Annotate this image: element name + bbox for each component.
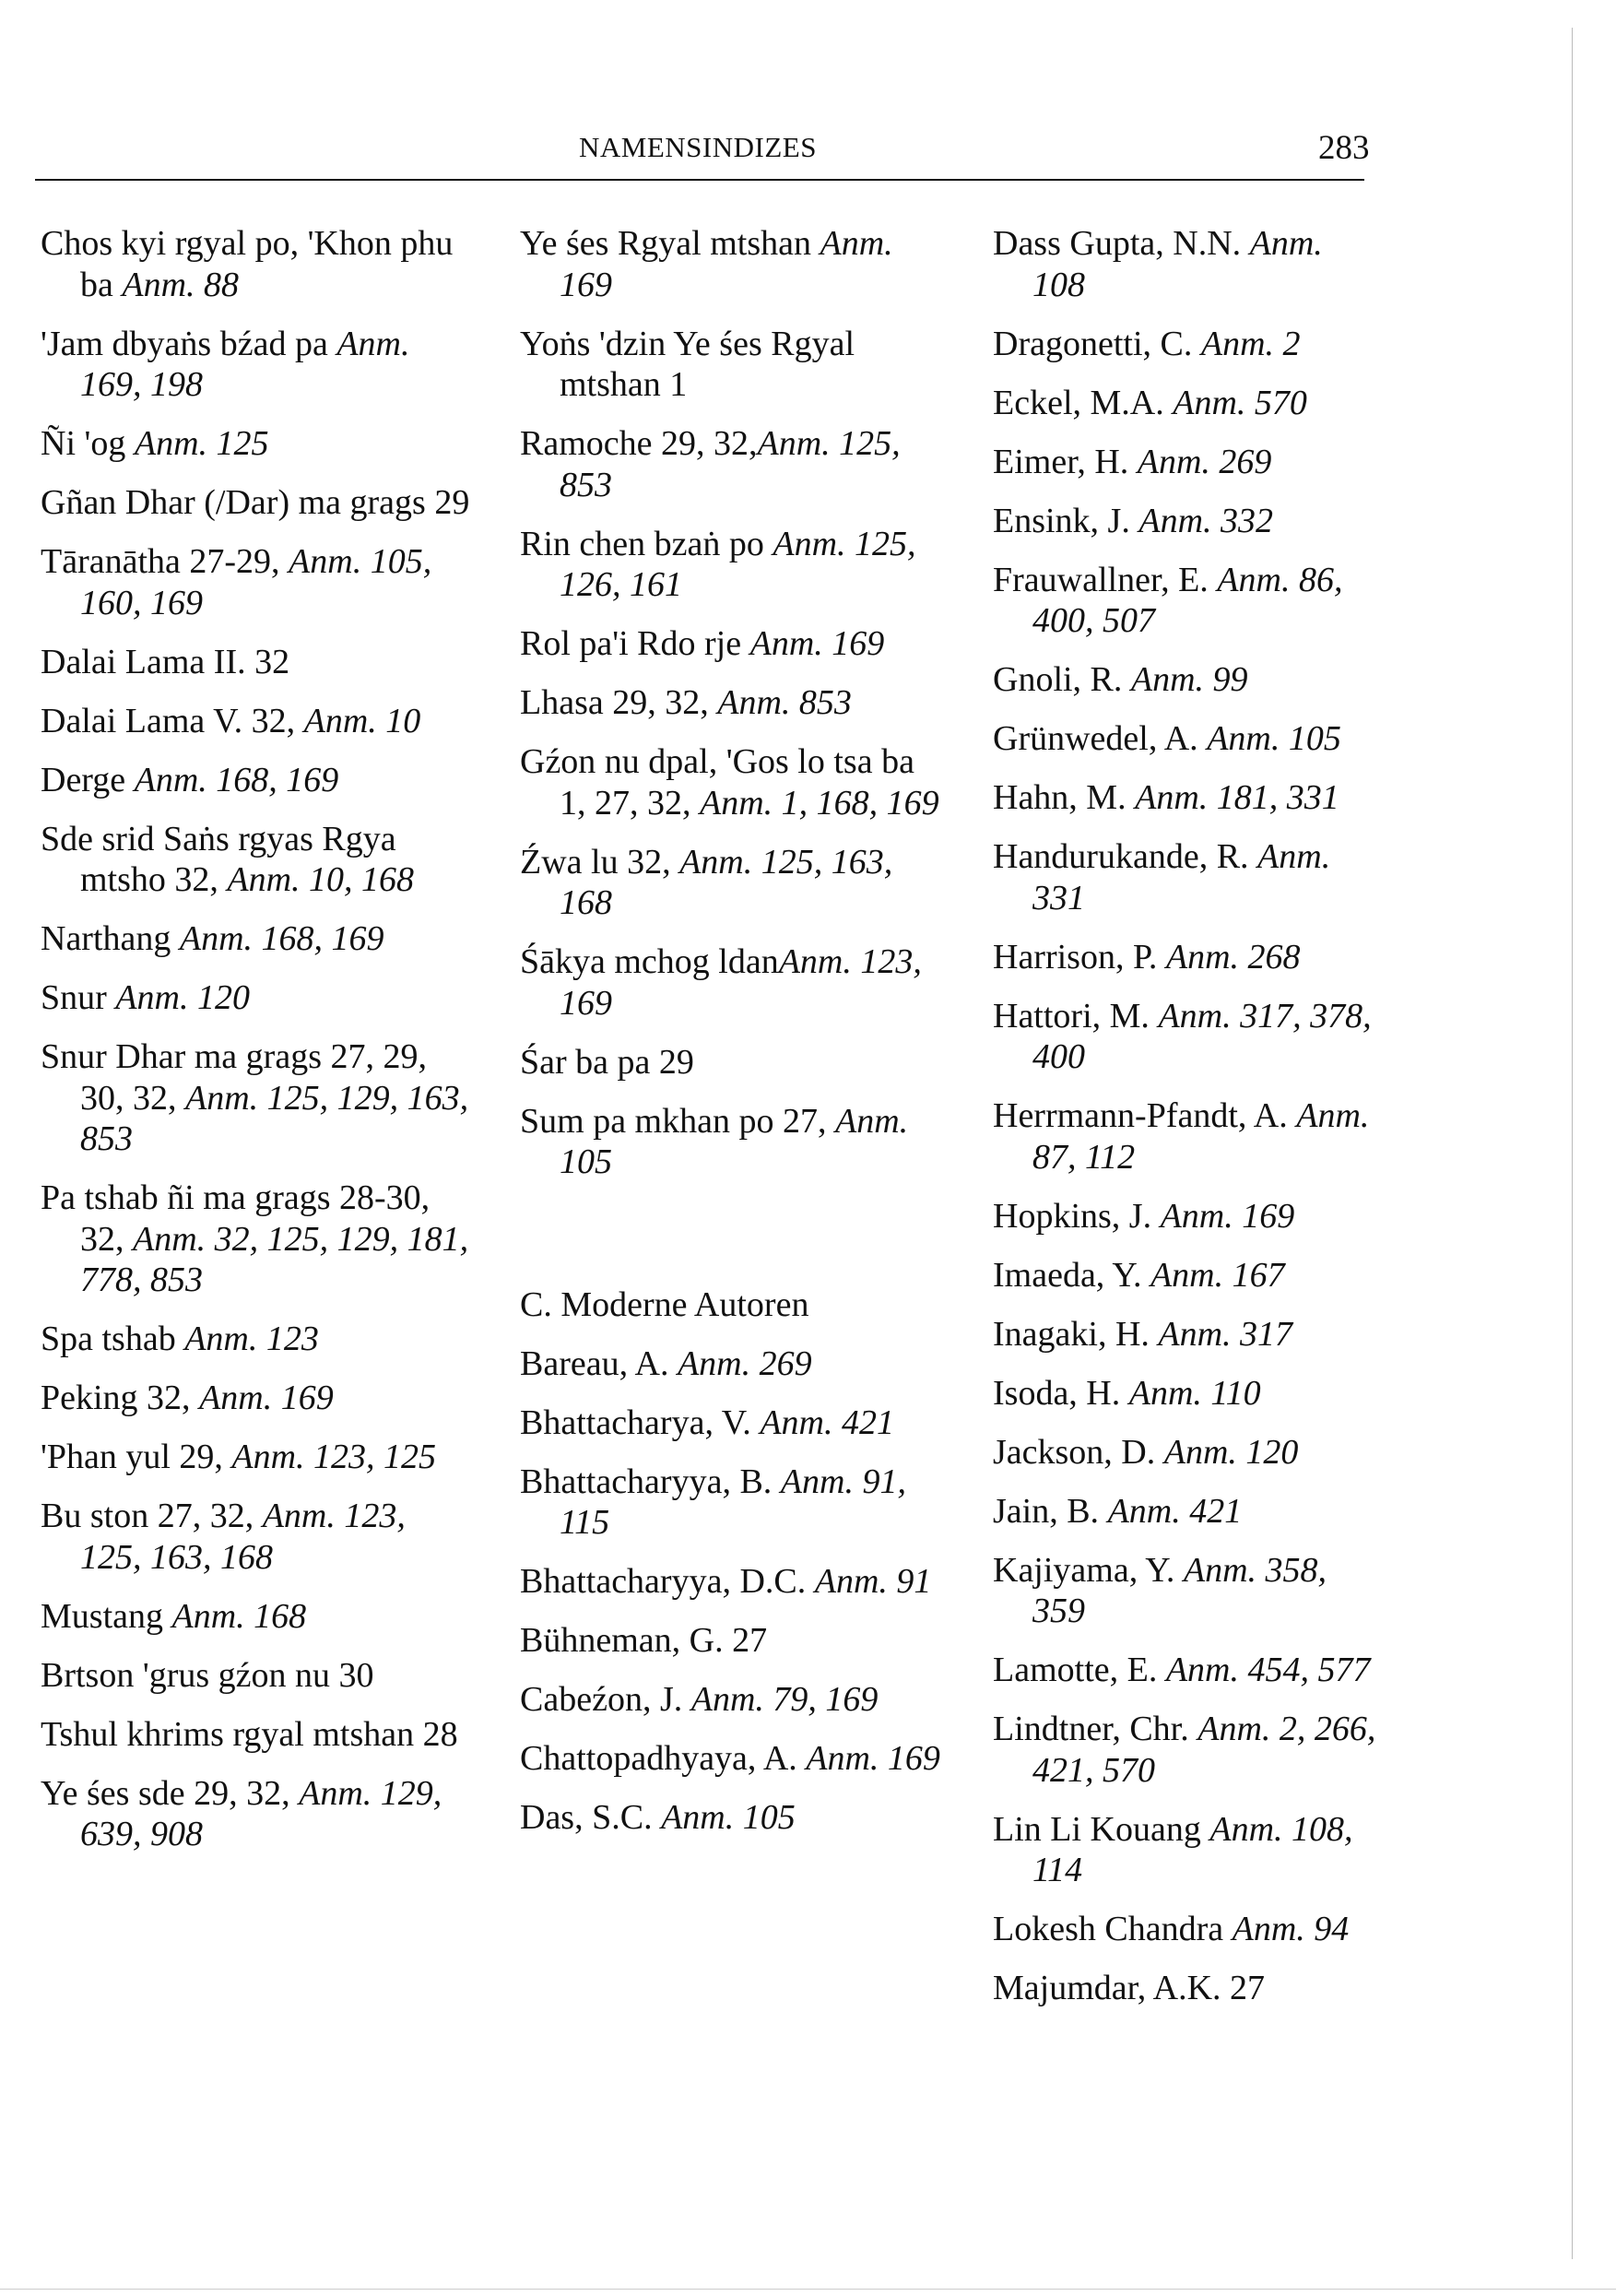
index-entry-reference: Anm. 10, 168 [227,860,415,899]
index-entry-reference: Anm. 169, 198 [80,324,410,404]
index-entry-name: Brtson 'grus gźon nu 30 [41,1655,374,1695]
index-entry [993,442,1380,483]
index-entry-name: Inagaki, H. [993,1314,1159,1354]
index-entry-reference: Anm. 331 [1032,837,1331,917]
index-entry-name: Rol pa'i Rdo rje [520,624,750,663]
index-entry [41,1655,474,1697]
index-entry [993,718,1380,760]
index-entry-name: Handurukande, R. [993,837,1258,876]
header-rule [35,179,1364,181]
index-entry-reference: Anm. 169 [560,224,893,304]
index-entry-name: 'Phan yul 29, [41,1438,232,1476]
index-entry [520,1738,944,1780]
index-entry-name: Peking 32, [41,1379,200,1417]
index-entry-reference: Anm. 853 [717,683,852,722]
index-entry-reference: Anm. 91, 115 [560,1462,906,1542]
index-entry-name: Chos kyi rgyal po, 'Khon phu ba [41,224,454,304]
index-entry-name: Eckel, M.A. [993,383,1174,422]
index-entry-reference: Anm. 91 [814,1562,932,1601]
running-header-initial: N [579,131,600,163]
index-entry-name: Rin chen bzaṅ po [520,524,773,563]
index-entry-name: Imaeda, Y. [993,1255,1150,1295]
index-entry-reference: Anm. 2 [1200,324,1301,363]
index-entry-name: Yoṅs 'dzin Ye śes Rgyal mtshan 1 [520,324,855,404]
page-number: 283 [1318,129,1370,167]
index-entry [520,423,944,505]
index-entry-name: Harrison, P. [993,937,1166,976]
index-entry-name: Lindtner, Chr. [993,1710,1198,1748]
running-header-rest: AMENSINDIZES [599,131,817,163]
index-entry [41,1036,474,1160]
index-entry [520,324,944,406]
index-entry [993,937,1380,978]
index-entry-reference: Anm. 88 [122,265,240,304]
index-entry-reference: Anm. 123, 125 [231,1438,437,1476]
index-entry [41,541,474,623]
index-entry-reference: Anm. 105 [560,1101,909,1181]
index-entry-reference: Anm. 169 [1160,1196,1295,1236]
index-entry-name: Sum pa mkhan po 27, [520,1101,835,1141]
index-entry [993,1196,1380,1237]
index-entry [520,223,944,305]
index-entry-name: Ramoche 29, 32, [520,424,758,463]
index-entry-reference: Anm. 99 [1130,660,1248,699]
index-entry-name: Źwa lu 32, [520,842,680,882]
page-bottom-line [0,2289,1616,2290]
index-entry-reference: Anm. 125, 853 [560,424,901,504]
index-entry [993,836,1380,918]
index-entry-name: Snur Dhar ma grags 27, 29, 30, 32, [41,1037,427,1118]
index-entry-reference: Anm. 1, 168, 169 [700,783,939,823]
index-entry [41,324,474,406]
index-entry [993,501,1380,542]
index-entry [520,1402,944,1444]
index-entry-reference: Anm. 105, 160, 169 [80,542,432,622]
index-entry [993,1255,1380,1296]
index-column-2 [520,223,944,1856]
index-entry-reference: Anm. 110 [1128,1373,1261,1413]
index-entry-name: Kajiyama, Y. [993,1550,1184,1590]
index-entry-name: Majumdar, A.K. 27 [993,1969,1266,2007]
index-entry [41,760,474,801]
index-entry [993,324,1380,365]
index-entry-name: Jain, B. [993,1491,1108,1531]
index-entry-name: Dalai Lama V. 32, [41,701,304,740]
index-entry [993,1709,1380,1791]
index-entry [520,842,944,924]
index-entry-name: Derge [41,760,135,799]
index-entry [41,701,474,742]
index-entry-reference: Anm. 317, 378, 400 [1032,996,1372,1076]
index-entry [520,1797,944,1839]
index-entry-reference: Anm. 125, 129, 163, 853 [80,1078,469,1158]
index-entry-reference: Anm. 125, 126, 161 [560,524,916,604]
index-entry-name: Gñan Dhar (/Dar) ma grags 29 [41,483,470,522]
index-entry [41,642,474,683]
index-entry-name: Tshul khrims rgyal mtshan 28 [41,1714,458,1754]
index-entry [993,659,1380,701]
index-entry-reference: Anm. 79, 169 [690,1680,879,1719]
index-entry-name: Narthang [41,919,180,958]
index-entry [993,1314,1380,1355]
index-entry [520,1042,944,1083]
index-entry [993,1968,1380,2009]
index-entry-name: Gźon nu dpal, 'Gos lo tsa ba 1, 27, 32, [520,742,914,823]
index-entry-name: Isoda, H. [993,1373,1129,1413]
index-entry [520,623,944,665]
index-entry-reference: Anm. 10 [303,701,421,740]
index-entry [993,1095,1380,1178]
index-column-3 [993,223,1380,2027]
index-entry [41,1596,474,1638]
index-entry-name: Ensink, J. [993,501,1139,540]
index-entry-reference: Anm. 123, 125, 163, 168 [80,1497,406,1577]
index-entry [41,1378,474,1419]
index-entry [993,1491,1380,1533]
index-entry-reference: Anm. 32, 125, 129, 181, 778, 853 [80,1219,469,1299]
index-entry-name: Eimer, H. [993,442,1138,481]
index-entry-name: Gnoli, R. [993,660,1131,699]
index-entry-name: Bu ston 27, 32, [41,1497,263,1535]
index-entry-reference: Anm. 421 [1107,1491,1243,1531]
index-entry [520,741,944,823]
index-entry-name: Śākya mchog ldan [520,942,779,981]
index-entry [41,1319,474,1360]
index-entry-reference: Anm. 123 [184,1320,319,1358]
index-entry-name: Spa tshab [41,1320,185,1358]
index-entry-reference: Anm. 358, 359 [1032,1550,1327,1630]
index-entry-name: Bhattacharyya, D.C. [520,1562,815,1601]
index-entry [41,1714,474,1756]
index-entry [41,1496,474,1578]
index-entry-name: Śar ba pa 29 [520,1042,694,1082]
index-entry-reference: Anm. 2, 266, 421, 570 [1032,1710,1376,1790]
index-entry-name: Dragonetti, C. [993,324,1201,363]
index-entry [993,223,1380,305]
index-entry [41,482,474,524]
index-entry-reference: Anm. 317 [1158,1314,1293,1354]
index-entry-reference: Anm. 269 [1137,442,1272,481]
index-entry-name: Bühneman, G. 27 [520,1621,768,1660]
index-entry-reference: Anm. 168, 169 [134,760,339,799]
index-entry [41,1437,474,1478]
index-entry-name: Lin Li Kouang [993,1809,1210,1849]
index-entry [520,682,944,724]
index-entry-reference: Anm. 168 [171,1596,307,1636]
index-entry [520,1620,944,1662]
index-entry [993,383,1380,424]
running-header [579,131,817,164]
index-entry [41,1773,474,1855]
section-heading: C. Moderne Autoren [520,1284,809,1324]
index-entry [520,1679,944,1721]
index-entry [993,1809,1380,1891]
index-entry-reference: Anm. 120 [115,978,250,1017]
index-entry [520,1561,944,1603]
index-entry-reference: Anm. 169 [749,624,885,663]
index-entry-reference: Anm. 421 [760,1402,894,1442]
index-entry-name: Dalai Lama II. 32 [41,642,290,681]
index-entry-name: Ye śes Rgyal mtshan [520,224,820,263]
index-entry-reference: Anm. 94 [1232,1910,1350,1948]
index-entry-reference: Anm. 105 [1207,719,1341,758]
index-entry [993,560,1380,642]
index-entry-name: Frauwallner, E. [993,560,1218,599]
index-entry [993,1432,1380,1473]
index-entry-reference: Anm. 125, 163, 168 [560,842,893,922]
index-entry [520,1343,944,1385]
index-entry-name: Ñi 'og [41,424,135,463]
index-entry [41,977,474,1019]
index-entry-reference: Anm. 108, 114 [1032,1809,1353,1889]
index-entry-reference: Anm. 167 [1150,1255,1285,1295]
index-entry-name: Lhasa 29, 32, [520,683,718,722]
index-entry [993,1550,1380,1632]
index-entry-reference: Anm. 570 [1173,383,1307,422]
index-entry-name: Hahn, M. [993,778,1136,817]
index-entry [41,918,474,960]
index-entry [993,1909,1380,1950]
index-entry-reference: Anm. 120 [1163,1432,1299,1472]
index-entry-name: Chattopadhyaya, A. [520,1739,807,1778]
index-entry [520,524,944,606]
index-entry-name: Tāranātha 27-29, [41,542,289,581]
index-entry-reference: Anm. 123, 169 [560,942,922,1023]
index-entry [993,996,1380,1078]
index-entry-name: Jackson, D. [993,1432,1164,1472]
index-entry-reference: Anm. 108 [1032,224,1323,304]
index-entry-name: Cabeźon, J. [520,1680,691,1719]
index-entry-name: Pa tshab ñi ma grags 28-30, 32, [41,1178,431,1259]
index-column-1 [41,223,474,1873]
index-entry-name: 'Jam dbyaṅs bźad pa [41,324,337,363]
index-entry [41,1178,474,1301]
index-entry-reference: Anm. 169 [806,1739,940,1778]
index-entry-reference: Anm. 86, 400, 507 [1032,560,1343,640]
index-entry-name: Bhattacharya, V. [520,1402,761,1442]
index-entry-reference: Anm. 269 [677,1343,812,1383]
index-entry [41,223,474,305]
index-entry-reference: Anm. 125 [134,424,269,463]
index-entry-name: Herrmann-Pfandt, A. [993,1096,1297,1135]
index-entry [993,1373,1380,1414]
index-entry [41,423,474,465]
index-entry-name: Sde srid Saṅs rgyas Rgya mtsho 32, [41,819,396,899]
index-entry-name: Lokesh Chandra [993,1910,1233,1948]
index-entry-reference: Anm. 168, 169 [179,919,384,958]
index-entry-name: Ye śes sde 29, 32, [41,1773,300,1813]
index-entry-name: Hopkins, J. [993,1196,1161,1236]
index-entry-name: Bhattacharyya, B. [520,1462,781,1501]
index-entry-name: Grünwedel, A. [993,719,1208,758]
index-entry-name: Das, S.C. [520,1798,662,1837]
index-entry [993,777,1380,819]
index-entry-reference: Anm. 268 [1165,937,1301,976]
index-entry [41,819,474,901]
page-edge-line [1572,28,1573,2259]
index-entry-reference: Anm. 87, 112 [1032,1096,1370,1177]
index-entry-reference: Anm. 105 [661,1798,796,1837]
index-entry-name: Dass Gupta, N.N. [993,224,1250,263]
index-entry-reference: Anm. 454, 577 [1165,1651,1371,1689]
index-entry-reference: Anm. 129, 639, 908 [80,1773,442,1853]
index-entry-name: Bareau, A. [520,1343,678,1383]
index-entry-name: Lamotte, E. [993,1651,1166,1689]
index-entry-name: Hattori, M. [993,996,1159,1036]
index-entry [520,1462,944,1544]
index-entry-reference: Anm. 332 [1138,501,1274,540]
index-entry-reference: Anm. 181, 331 [1135,778,1339,817]
index-entry [520,941,944,1024]
index-entry-name: Mustang [41,1596,172,1636]
index-entry [993,1650,1380,1691]
index-entry-name: Snur [41,978,116,1017]
index-entry [520,1101,944,1183]
index-entry-reference: Anm. 169 [199,1379,334,1417]
